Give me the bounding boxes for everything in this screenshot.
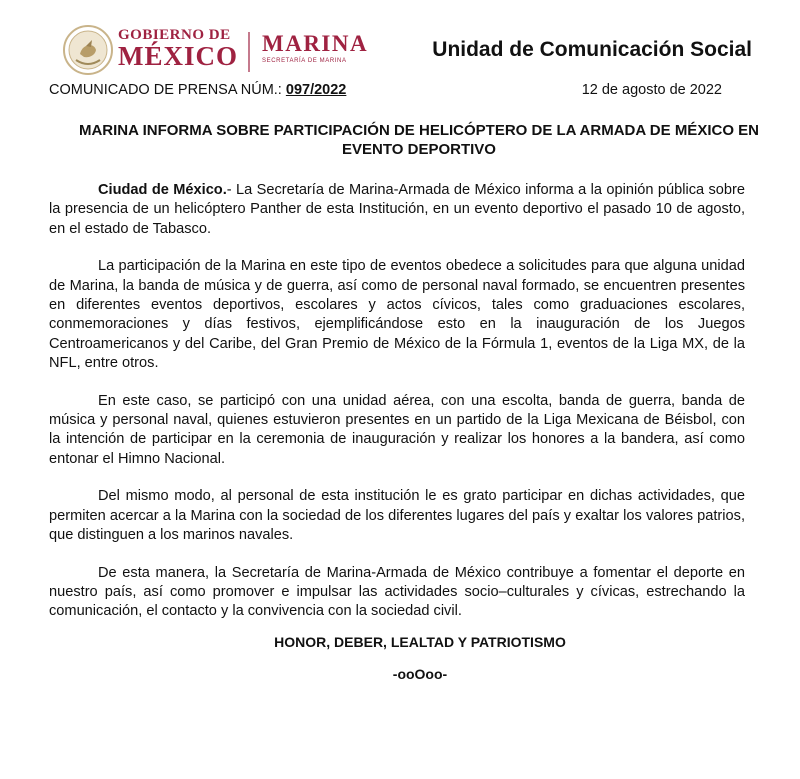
paragraph-4: Del mismo modo, al personal de esta institución le es grato participar en dichas actividades, que permiten acercar a la Marina con la sociedad de los diferentes lugares del país y exaltar los valores patrios, que distinguen a los marinos navales.	[49, 488, 745, 544]
unit-title: Unidad de Comunicación Social	[432, 38, 752, 61]
gobierno-logo	[118, 28, 238, 70]
gobierno-line1: GOBIERNO DE	[118, 27, 231, 43]
motto: HONOR, DEBER, LEALTAD Y PATRIOTISMO	[274, 634, 566, 650]
communique-date: 12 de agosto de 2022	[581, 82, 722, 98]
marina-title: MARINA	[262, 31, 369, 56]
paragraph-5: De esta manera, la Secretaría de Marina-Armada de México contribuye a fomentar el deporte en nuestro país, así como promover e impulsar las actividades socio–culturales y cívicas, estrechando la comunicación, el contacto y la convivencia con la sociedad civil.	[49, 564, 745, 620]
paragraph-2: La participación de la Marina en este tipo de eventos obedece a solicitudes para que alguna unidad de Marina, la banda de música y de guerra, así como de personal naval formado, se encuentren presentes en diferentes eventos deportivos, escolares y actos cívicos, tales como graduaciones escolares, conmemoraciones y días festivos, ejemplificándose esto en la inauguración de los Juegos Centroamericanos y del Caribe, del Gran Premio de México de la Fórmula 1, eventos de la Liga MX, de la NFL, entre otros.	[49, 258, 745, 372]
coat-of-arms-icon	[62, 24, 114, 76]
logo-divider	[248, 32, 250, 72]
city-lead: Ciudad de México.	[98, 182, 227, 198]
marina-logo	[262, 32, 368, 64]
page-title: MARINA INFORMA SOBRE PARTICIPACIÓN DE HELICÓPTERO DE LA ARMADA DE MÉXICO EN EVENTO DEPORTIVO	[78, 122, 759, 158]
gobierno-line2: MÉXICO	[118, 41, 238, 71]
document-body	[49, 181, 745, 640]
communique-number: 097/2022	[285, 82, 347, 98]
marina-subtitle: SECRETARÍA DE MARINA	[262, 58, 347, 64]
closing-mark: -ooOoo-	[392, 666, 448, 682]
letterhead	[62, 22, 752, 78]
communique-label: COMUNICADO DE PRENSA NÚM.:	[49, 82, 282, 98]
paragraph-1	[49, 181, 745, 239]
paragraph-3: En este caso, se participó con una unidad aérea, con una escolta, banda de guerra, banda de música y personal naval, quienes estuvieron presentes en un partido de la Liga Mexicana de Béisbol, con la intención de participar en la ceremonia de inauguración y realizar los honores a la bandera, así como entonar el Himno Nacional.	[49, 392, 745, 467]
communique-line	[49, 82, 722, 98]
paragraph-1-text: - La Secretaría de Marina-Armada de México informa a la opinión pública sobre la presencia de un helicóptero Panther de esta Institución, en un evento deportivo el pasado 10 de agosto, en el estado de Tabasco.	[49, 182, 745, 237]
